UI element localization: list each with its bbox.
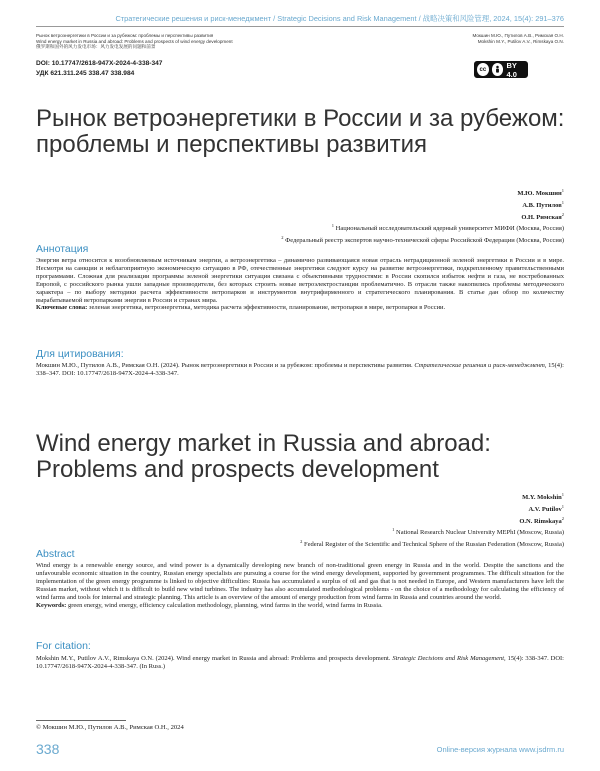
- abstract-text: Wind energy is a renewable energy source, and wind power is a dynamically developing new branch of non-traditional green energy in Russia and in the world. Despite the sanctions and the unfavourable economic situation in the country, Russian energy specialists are pursuing a course for the wind energy development, supported by government programmes. The difficult situation for the implementation of the green energy programme is linked to objective difficulties: Russia has accumulated a surplus of oil and gas that is not needed in Europe, and Western manufacturers have left the Russian market, without which it is difficult to build new wind turbines. The industry has also accumulated methodological problems - on the choice of a methodology for calculating the efficiency of wind farms and tools for internal and strategic planning. This article is an overview of the amount of energy production from wind farms in Russia and countries around the world.: [36, 562, 564, 601]
- udc: УДК 621.311.245 338.47 338.984: [36, 70, 135, 77]
- keywords-label: Ключевые слова:: [36, 304, 88, 312]
- article-title-en: Wind energy market in Russia and abroad: Problems and prospects development: [36, 430, 491, 483]
- running-head-left: [36, 33, 233, 50]
- abstract-en: [36, 562, 564, 609]
- affiliation: $^1$ Национальный исследовательский ядерный университет МИФИ (Москва, Россия): [331, 223, 564, 233]
- citation-ru: Мокшин М.Ю., Путилов А.В., Римская О.Н. (2024). Рынок ветроэнергетики в России и за рубежом: проблемы и перспективы развития. Стратегические решения и риск-менеджмент, 15(4): 338–347. DOI: 10.17747/2618-947X-2024-4-338-347.: [36, 362, 564, 377]
- running-head-right: [472, 33, 564, 44]
- person-icon: [492, 63, 504, 76]
- citation-heading-en: For citation:: [36, 640, 91, 652]
- affiliation: $^2$ Федеральный реестр экспертов научно-технической сферы Российской Федерации (Москва, Россия): [281, 235, 564, 245]
- author: M.Y. Mokshin$^1$: [522, 492, 564, 502]
- keywords-text: зеленая энергетика, ветроэнергетика, методика расчета эффективности, планирование, ветропарки в мире, ветропарки в России.: [88, 304, 446, 312]
- cc-license-badge[interactable]: [474, 61, 528, 78]
- article-title-ru: Рынок ветроэнергетики в России и за рубежом: проблемы и перспективы развития: [36, 105, 565, 158]
- author: А.В. Путилов$^1$: [522, 199, 564, 209]
- cc-icon: cc: [477, 63, 489, 76]
- authors-ru: [36, 187, 564, 246]
- abstract-text: Энергия ветра относится к возобновляемым источникам энергии, а ветроэнергетика – динамично развивающаяся новая отрасль нетрадиционной зеленой энергетики в России и в мире. Несмотря на санкции и неблагоприятную экономическую ситуацию в РФ, отечественные энергетики следуют курсу на развитие ветроэнергетики, подкрепленному правительственными программами. Сложная для реализации программы зеленой энергетики ситуация связана с объективными трудностями: в России скопился избыток нефти и газа, не востребованных Европой, с российского рынка ушли западные производители, без которых строить новые ветроэлектростанции проблематично. В отрасли также накопились проблемы методического характера – по выбору методики расчета эффективности ветропарков и инструментов внутрифирменного и стратегического планирования. В статье дан обзор по количеству вырабатываемой ветропарками энергии в России и странах мира.: [36, 257, 564, 304]
- affiliation: $^1$ National Research Nuclear University MEPhI (Moscow, Russia): [392, 527, 564, 537]
- keywords-label: Keywords:: [36, 601, 67, 609]
- abstract-ru: [36, 257, 564, 312]
- page-number: 338: [36, 741, 60, 757]
- author: О.Н. Римская$^2$: [521, 211, 564, 221]
- abstract-heading-en: Abstract: [36, 548, 75, 560]
- running-head-en: Wind energy market in Russia and abroad: Problems and prospects of wind energy development: [36, 38, 233, 44]
- journal-site-link[interactable]: Online-версия журнала www.jsdrm.ru: [436, 745, 564, 754]
- citation-en: Mokshin M.Y., Putilov A.V., Rimskaya O.N. (2024). Wind energy market in Russia and abroad: Problems and prospects development. Strategic Decisions and Risk Management, 15(4): 338-347. DOI: 10.17747/2618-947X-2024-4-338-347. (In Russ.): [36, 655, 564, 670]
- author: М.Ю. Мокшин$^1$: [517, 188, 564, 198]
- running-head-authors-ru: Мокшин М.Ю., Путилов А.В., Римская О.Н.: [472, 33, 564, 38]
- doi: DOI: 10.17747/2618-947X-2024-4-338-347: [36, 60, 163, 67]
- doi-block: [36, 59, 162, 79]
- authors-en: [36, 491, 564, 550]
- copyright-divider: [36, 720, 126, 721]
- header-divider: [36, 26, 564, 27]
- author: A.V. Putilov$^1$: [528, 503, 564, 513]
- abstract-heading-ru: Аннотация: [36, 243, 89, 255]
- running-head-authors-en: Mokshin M.Y., Putilov A.V., Rimskaya O.N.: [477, 38, 564, 44]
- author: O.N. Rimskaya$^2$: [519, 515, 564, 525]
- citation-heading-ru: Для цитирования:: [36, 348, 124, 360]
- keywords-text: green energy, wind energy, efficiency calculation methodology, planning, wind farms in the world, wind farms in Russia.: [67, 601, 383, 609]
- license-label: BY 4.0: [506, 61, 517, 78]
- journal-line: Стратегические решения и риск-менеджмент / Strategic Decisions and Risk Management / 战略决策和风险管理, 2024, 15(4): 291–376: [115, 14, 564, 23]
- affiliation: $^2$ Federal Register of the Scientific and Technical Sphere of the Russian Federation (Moscow, Russia): [300, 539, 564, 549]
- running-head-zh: 俄罗斯和国外的风力发电市场：风力发电发展的问题和前景: [36, 44, 156, 50]
- copyright: © Мокшин М.Ю., Путилов А.В., Римская О.Н., 2024: [36, 724, 184, 731]
- running-head-ru: Рынок ветроэнергетики в России и за рубежом: проблемы и перспективы развития: [36, 33, 214, 38]
